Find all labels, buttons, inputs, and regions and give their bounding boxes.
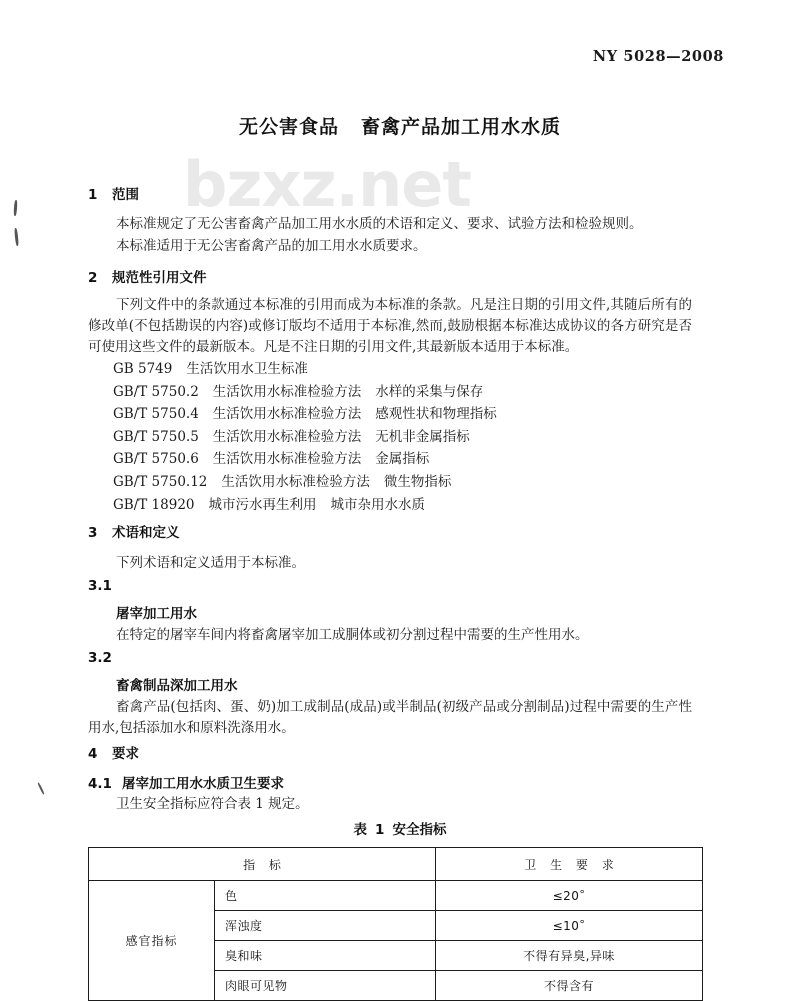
reference-subtitle: 金属指标 — [375, 451, 430, 468]
reference-title: 生活饮用水标准检验方法 — [212, 428, 362, 445]
normative-references-list — [113, 358, 497, 516]
page-title — [0, 112, 800, 139]
reference-subtitle: 感观性状和物理指标 — [375, 406, 497, 423]
indicator-requirement-unit: ° — [579, 918, 586, 931]
indicator-requirement — [436, 881, 703, 911]
section-3-title: 术语和定义 — [112, 525, 180, 541]
clause-4-1-title: 屠宰加工用水水质卫生要求 — [122, 776, 284, 792]
reference-title: 生活饮用水标准检验方法 — [212, 383, 362, 400]
reference-title: 城市污水再生利用 — [208, 496, 317, 513]
table-caption-number: 1 — [375, 822, 385, 838]
section-2-number: 2 — [88, 270, 98, 286]
section-4-title: 要求 — [112, 746, 139, 762]
reference-item — [113, 403, 497, 426]
reference-item — [113, 358, 497, 381]
section-1-paragraph-1: 本标准规定了无公害畜禽产品加工用水水质的术语和定义、要求、试验方法和检验规则。 — [116, 216, 643, 232]
clause-3-1-number: 3.1 — [88, 578, 112, 594]
section-3-heading — [88, 521, 180, 541]
watermark-text: bzxz.net — [183, 148, 471, 221]
clause-3-2-term: 畜禽制品深加工用水 — [116, 678, 238, 694]
section-4-heading — [88, 742, 139, 762]
standard-number-header: NY 5028—2008 — [592, 48, 724, 65]
section-3-paragraph-1: 下列术语和定义适用于本标准。 — [116, 555, 305, 571]
clause-3-1-term: 屠宰加工用水 — [116, 606, 197, 622]
reference-subtitle: 城市杂用水水质 — [330, 496, 425, 513]
section-2-paragraph-1: 下列文件中的条款通过本标准的引用而成为本标准的条款。凡是注日期的引用文件,其随后所有的修改单(不包括勘误的内容)或修订版均不适用于本标准,然而,鼓励根据本标准达成协议的各方研究是否可使用这些文件的最新版本。凡是不注日期的引用文件,其最新版本适用于本标准。 — [88, 297, 692, 355]
reference-code: GB/T 5750.12 — [113, 473, 208, 490]
section-1-number: 1 — [88, 187, 98, 203]
section-2-title: 规范性引用文件 — [112, 270, 207, 286]
page-title-part2: 畜禽产品加工用水水质 — [361, 116, 562, 138]
section-2-heading — [88, 266, 207, 286]
clause-4-1-paragraph: 卫生安全指标应符合表 1 规定。 — [116, 796, 309, 812]
indicator-requirement — [436, 941, 703, 971]
section-3-number: 3 — [88, 525, 98, 541]
reference-title: 生活饮用水标准检验方法 — [221, 473, 370, 490]
page-title-part1: 无公害食品 — [238, 116, 339, 138]
reference-title: 生活饮用水标准检验方法 — [212, 451, 362, 468]
reference-item — [113, 494, 497, 517]
indicator-requirement-value: 不得有异臭,异味 — [523, 949, 615, 963]
reference-item — [113, 448, 497, 471]
indicator-requirement-unit: ° — [579, 888, 586, 901]
reference-code: GB/T 5750.5 — [113, 428, 199, 445]
indicator-name: 臭和味 — [215, 941, 436, 971]
reference-subtitle: 水样的采集与保存 — [375, 383, 484, 400]
clause-4-1-heading — [88, 772, 284, 792]
table-row — [89, 881, 703, 911]
row-group-label-sensory: 感官指标 — [89, 881, 215, 1001]
indicator-requirement — [436, 971, 703, 1001]
indicator-requirement-value: ≤10 — [552, 919, 580, 933]
column-header-requirement: 卫 生 要 求 — [436, 848, 703, 881]
indicator-name: 肉眼可见物 — [215, 971, 436, 1001]
reference-code: GB/T 5750.2 — [113, 383, 199, 400]
section-1-title: 范围 — [112, 187, 139, 203]
reference-title: 生活饮用水卫生标准 — [186, 361, 308, 377]
reference-item — [113, 426, 497, 449]
clause-4-1-number: 4.1 — [88, 776, 112, 792]
reference-item — [113, 381, 497, 404]
clause-3-1-definition: 在特定的屠宰车间内将畜禽屠宰加工成胴体或初分割过程中需要的生产性用水。 — [116, 627, 589, 643]
reference-subtitle: 无机非金属指标 — [375, 428, 470, 445]
table-1-safety-indicators — [88, 847, 703, 1001]
reference-code: GB/T 5750.6 — [113, 451, 199, 468]
reference-code: GB/T 18920 — [113, 496, 195, 513]
indicator-name: 色 — [215, 881, 436, 911]
indicator-requirement — [436, 911, 703, 941]
reference-code: GB/T 5750.4 — [113, 406, 199, 423]
table-header-row — [89, 848, 703, 881]
column-header-indicator: 指 标 — [89, 848, 436, 881]
reference-title: 生活饮用水标准检验方法 — [212, 406, 362, 423]
table-caption-title: 安全指标 — [392, 822, 447, 838]
clause-3-2-definition: 畜禽产品(包括肉、蛋、奶)加工成制品(成品)或半制品(初级产品或分割制品)过程中需要的生产性用水,包括添加水和原料洗涤用水。 — [88, 699, 692, 736]
section-1-paragraph-2: 本标准适用于无公害畜禽产品的加工用水水质要求。 — [116, 238, 427, 254]
reference-item — [113, 471, 497, 494]
indicator-requirement-value: ≤20 — [552, 889, 580, 903]
section-4-number: 4 — [88, 746, 98, 762]
clause-3-2-number: 3.2 — [88, 650, 112, 666]
table-caption-label: 表 — [353, 822, 368, 838]
reference-subtitle: 微生物指标 — [383, 473, 452, 490]
table-1-caption — [0, 818, 800, 838]
indicator-requirement-value: 不得含有 — [544, 979, 595, 993]
reference-code: GB 5749 — [113, 361, 173, 377]
section-1-heading — [88, 183, 139, 203]
indicator-name: 浑浊度 — [215, 911, 436, 941]
